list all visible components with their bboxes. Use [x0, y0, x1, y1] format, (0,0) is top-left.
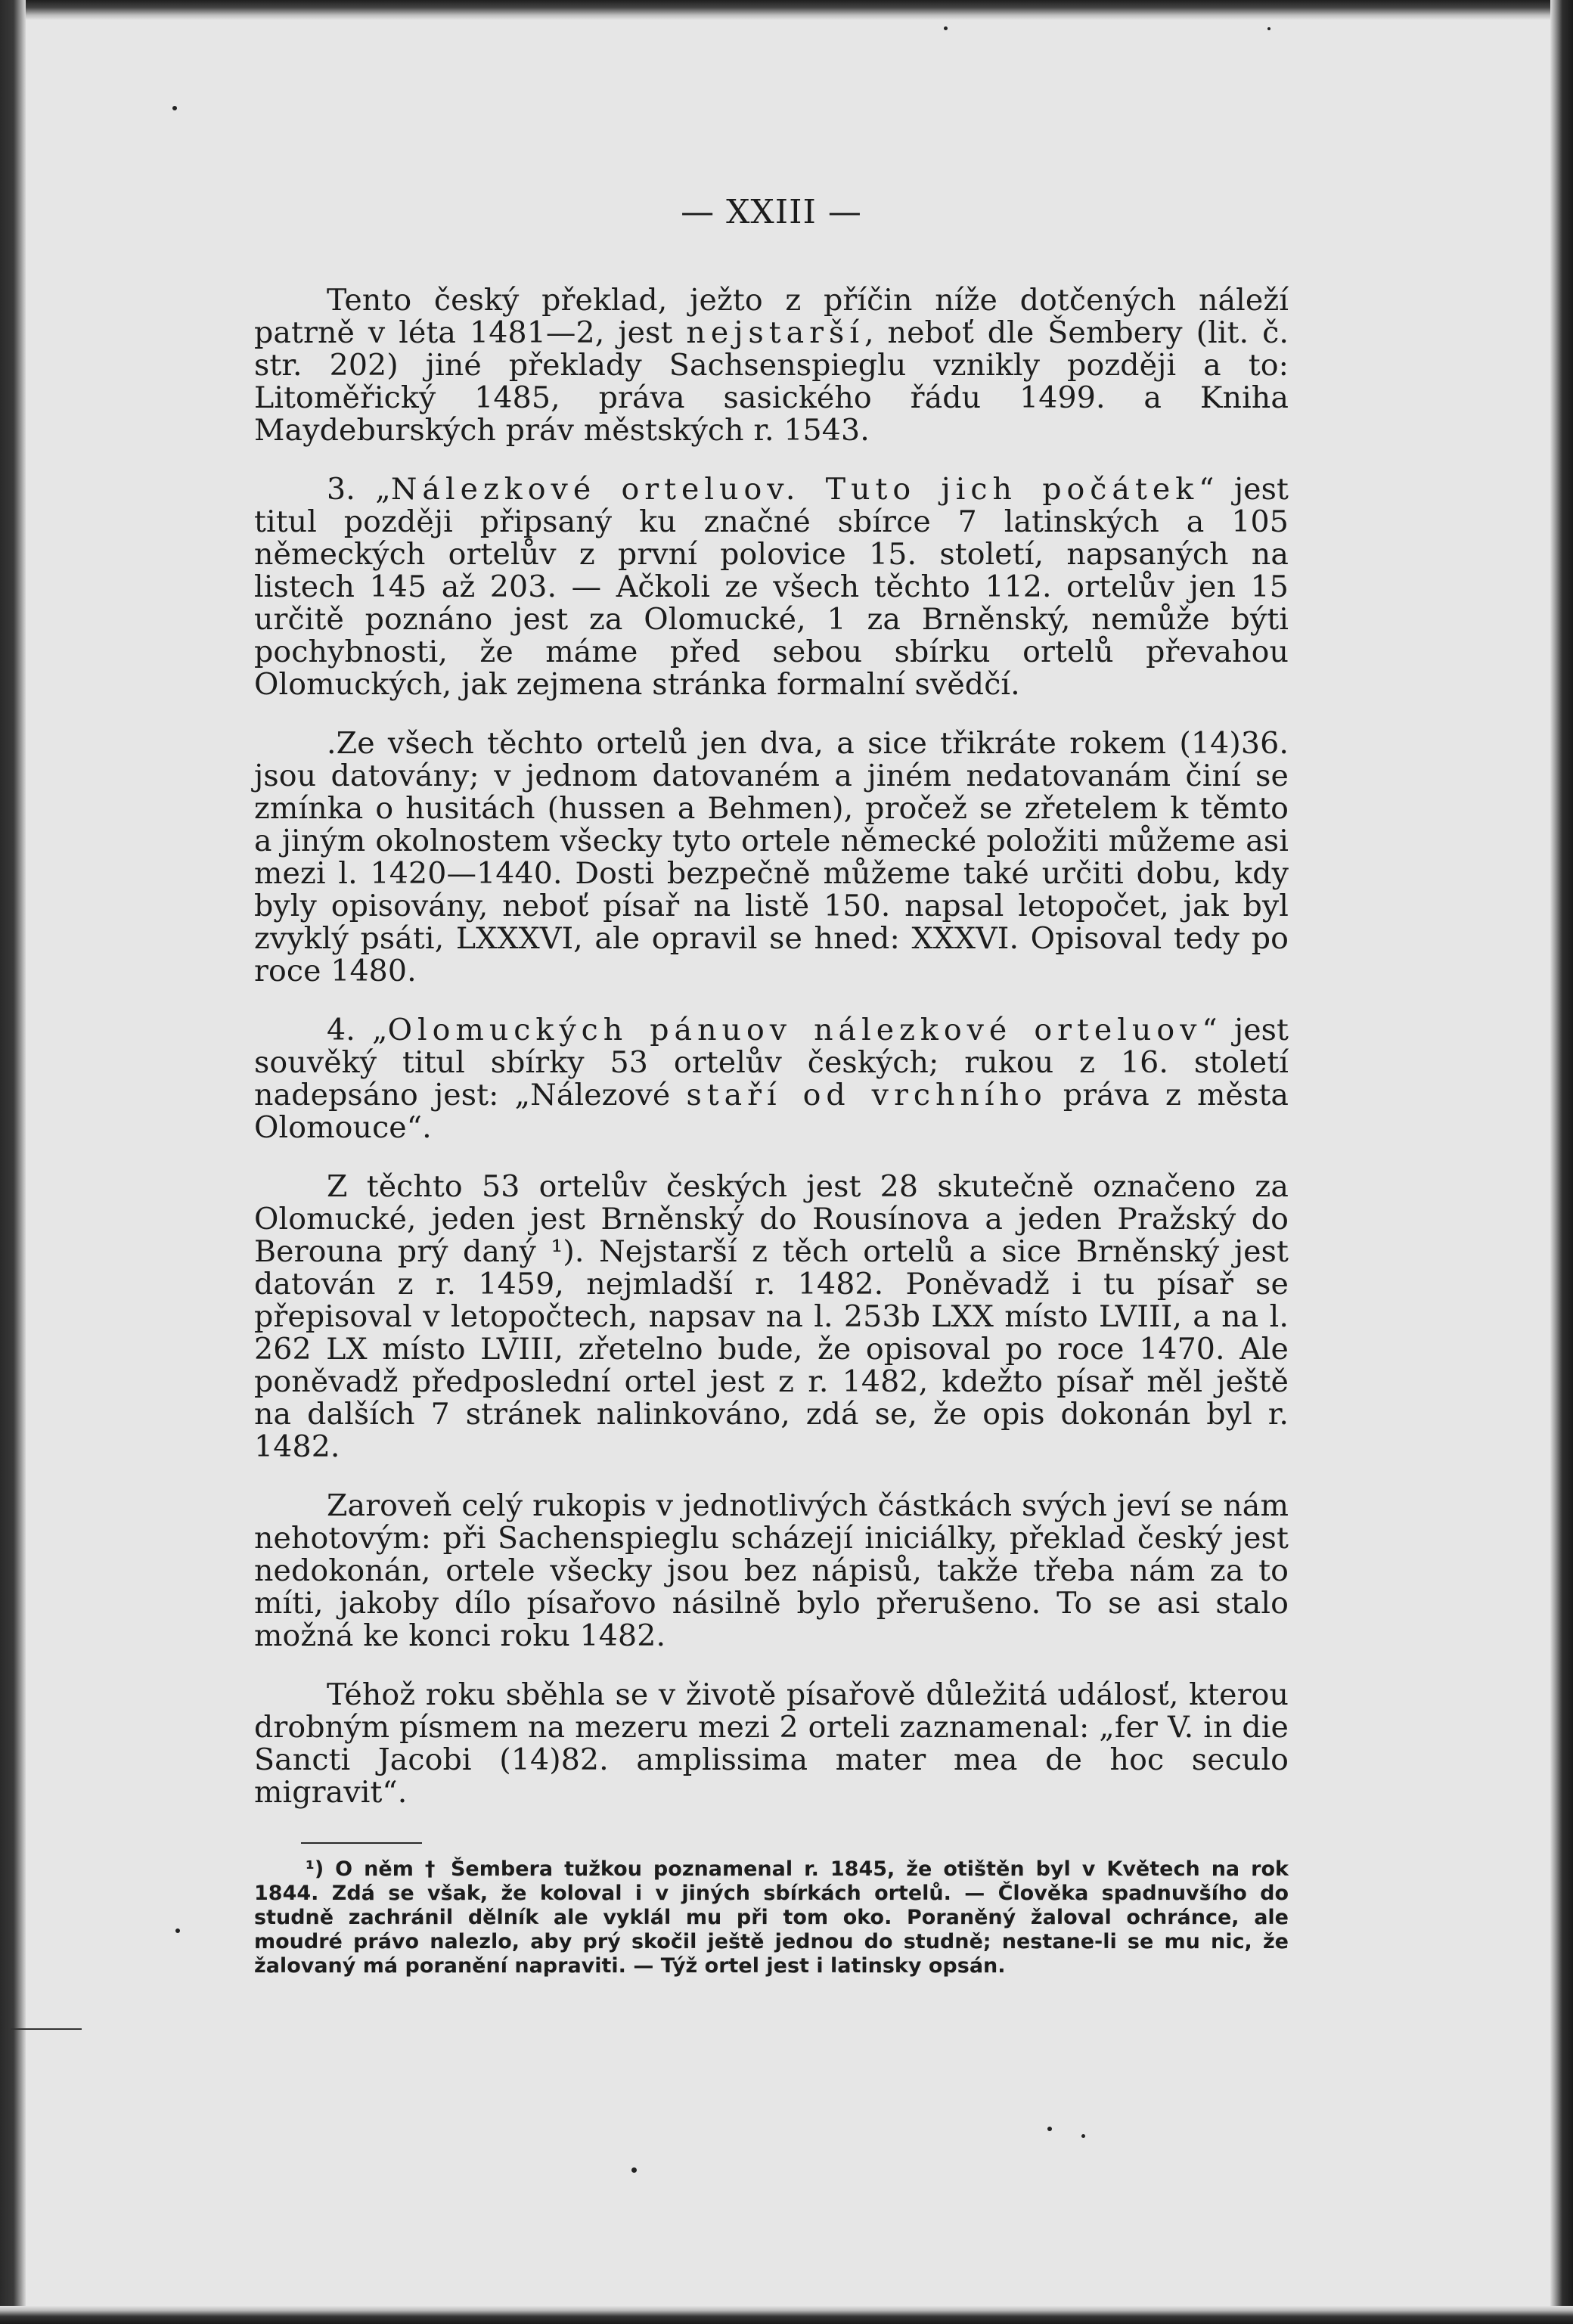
paragraph-text: .Ze všech těchto ortelů jen dva, a sice třikráte rokem (14)36. jsou datovány; v jednom datovaném a jiném nedatovanám činí se zmínka o husitách (hussen a Behmen), pročež se zřetelem k těmto a jiným okolnostem všecky tyto ortele německé položiti můžeme asi mezi l. 1420—1440. Dosti bezpečně můžeme také určiti dobu, kdy byly opisovány, neboť písař na listě 150. napsal letopočet, jak byl zvyklý psáti, LXXXVI, ale opravil se hned: XXXVI. Opisoval tedy po roce 1480.	[254, 726, 1289, 988]
spaced-emphasis: staří od vrchního	[686, 1078, 1047, 1112]
paragraph-text: “ jest titul později připsaný ku značné sbírce 7 latinských a 105 německých ortelův z první polovice 15. století, napsaných na listech 145 až 203. — Ačkoli ze všech těchto 112. ortelův jen 15 určitě poznáno jest za Olomucké, 1 za Brněnský, nemůže býti pochybnosti, že máme před sebou sbírku ortelů převahou Olomuckých, jak zejmena stránka formalní svědčí.	[254, 472, 1289, 702]
paragraph	[254, 1679, 1289, 1809]
scan-edge-top	[0, 0, 1573, 20]
dust-speck	[175, 1928, 180, 1933]
footnote-divider	[301, 1842, 422, 1844]
paragraph-text: “ jest souvěký titul sbírky 53 ortelův českých; rukou z 16. století nadepsáno jest: „Nálezové	[254, 1013, 1289, 1112]
paragraph	[254, 728, 1289, 988]
scan-edge-right	[1550, 0, 1573, 2324]
dust-speck	[944, 26, 948, 30]
footnote: ¹) O něm † Šembera tužkou poznamenal r. 1845, že otištěn byl v Květech na rok 1844. Zdá se však, že koloval i v jiných sbírkách ortelů. — Člověka spadnuvšího do studně zachránil dělník ale vyklál mu při tom oko. Poraněný žaloval ochránce, ale moudré právo nalezlo, aby prý skočil ještě jednou do studně; nestane-li se mu nic, že žalovaný má poranění napraviti. — Týž ortel jest i latinsky opsán.	[254, 1857, 1289, 1978]
paragraph-text: práva z města Olomouce“.	[254, 1078, 1289, 1145]
spaced-emphasis: Olomuckých pánuov nálezkové orteluov	[387, 1013, 1202, 1047]
paragraph	[254, 1171, 1289, 1463]
paragraph	[254, 284, 1289, 447]
scan-edge-bottom	[0, 2306, 1573, 2324]
margin-dash-mark	[11, 2028, 82, 2030]
scan-edge-left	[0, 0, 26, 2324]
dust-speck	[631, 2167, 637, 2173]
spaced-emphasis: nejstarší	[686, 315, 864, 350]
page-number: — XXIII —	[681, 193, 862, 231]
spaced-emphasis: Nálezkové orteluov. Tuto jich počátek	[390, 472, 1199, 507]
dust-speck	[1267, 27, 1270, 30]
dust-speck	[1047, 2127, 1052, 2131]
document-page	[254, 193, 1289, 1978]
dust-speck	[1081, 2134, 1085, 2138]
paragraph-text: Téhož roku sběhla se v životě písařově důležitá událosť, kterou drobným písmem na mezeru mezi 2 orteli zaznamenal: „fer V. in die Sancti Jacobi (14)82. amplissima mater mea de hoc seculo migravit“.	[254, 1677, 1289, 1810]
paragraph	[254, 1490, 1289, 1652]
paragraph-text: Zaroveň celý rukopis v jednotlivých částkách svých jeví se nám nehotovým: při Sachenspieglu scházejí iniciálky, překlad český jest nedokonán, ortele všecky jsou bez nápisů, takže třeba nám za to míti, jakoby dílo písařovo násilně bylo přerušeno. To se asi stalo možná ke konci roku 1482.	[254, 1488, 1289, 1653]
paragraph-text: Tento český překlad, ježto z příčin níže dotčených náleží patrně v léta 1481—2, jest	[254, 283, 1289, 350]
paragraph-text: 4. „	[327, 1013, 388, 1047]
paragraph	[254, 1014, 1289, 1144]
dust-speck	[172, 106, 177, 110]
paragraph	[254, 473, 1289, 701]
paragraph-text: , neboť dle Šembery (lit. č. str. 202) jiné překlady Sachsenspieglu vznikly později a to: Litoměřický 1485, práva sasického řádu 1499. a Kniha Maydeburských práv městských r. 1543.	[254, 315, 1289, 448]
paragraph-text: Z těchto 53 ortelův českých jest 28 skutečně označeno za Olomucké, jeden jest Brněnský do Rousínova a jeden Pražský do Berouna prý daný ¹). Nejstarší z těch ortelů a sice Brněnský jest datován z r. 1459, nejmladší r. 1482. Poněvadž i tu písař se přepisoval v letopočtech, napsav na l. 253b LXX místo LVIII, a na l. 262 LX místo LVIII, zřetelno bude, že opisoval po roce 1470. Ale poněvadž předposlední ortel jest z r. 1482, kdežto písař měl ještě na dalších 7 stránek nalinkováno, zdá se, že opis dokonán byl r. 1482.	[254, 1169, 1289, 1464]
paragraph-text: 3. „	[327, 472, 391, 507]
body-text	[254, 284, 1289, 1809]
